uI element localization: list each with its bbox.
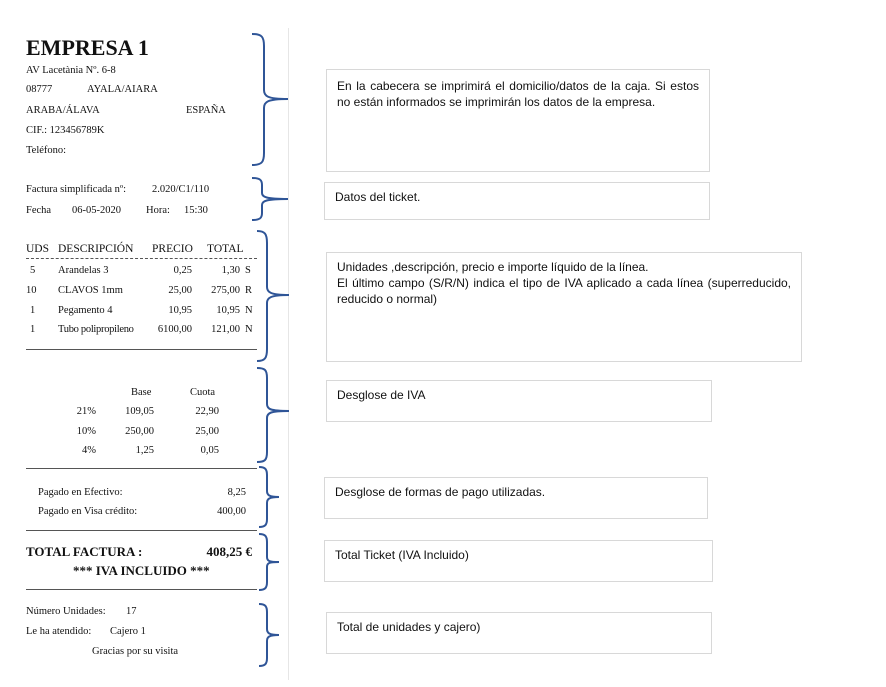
- row-total: 10,95: [216, 305, 240, 316]
- payments-bottom-rule: [26, 530, 257, 531]
- row-uds: 5: [30, 265, 36, 276]
- row-price: 0,25: [173, 265, 192, 276]
- invoice-number: 2.020/C1/110: [152, 184, 210, 195]
- row-uds: 1: [30, 324, 36, 335]
- time-label: Hora:: [146, 205, 170, 216]
- brace-total: [257, 532, 283, 592]
- brace-vat: [255, 366, 295, 464]
- row-total: 121,00: [211, 324, 240, 335]
- row-desc: Tubo polipropileno: [58, 324, 134, 335]
- receipt: [0, 0, 290, 687]
- vat-rate: 21%: [76, 406, 96, 417]
- vat-bottom-rule: [26, 468, 257, 469]
- annotation-payments-text: Desglose de formas de pago utilizadas.: [335, 485, 546, 499]
- brace-header: [250, 32, 294, 167]
- units-value: 17: [126, 606, 137, 617]
- annotation-vat: [326, 380, 712, 422]
- row-vat-type: S: [245, 265, 251, 276]
- vat-quota: 22,90: [195, 406, 219, 417]
- row-vat-type: N: [245, 324, 253, 335]
- vat-quota: 0,05: [200, 445, 219, 456]
- row-desc: Arandelas 3: [58, 265, 109, 276]
- annotation-footer: [326, 612, 712, 654]
- annotation-footer-text: Total de unidades y cajero): [337, 620, 481, 634]
- row-uds: 10: [26, 285, 37, 296]
- annotation-payments: [324, 477, 708, 519]
- row-price: 10,95: [168, 305, 192, 316]
- vat-rate: 4%: [82, 445, 96, 456]
- annotation-total: [324, 540, 713, 582]
- brace-ticket: [250, 176, 294, 222]
- row-vat-type: N: [245, 305, 253, 316]
- annotation-vat-text: Desglose de IVA: [337, 388, 426, 402]
- row-desc: CLAVOS 1mm: [58, 285, 123, 296]
- row-total: 1,30: [221, 265, 240, 276]
- brace-payments: [257, 465, 283, 529]
- brace-lines: [255, 229, 295, 363]
- date-value: 06-05-2020: [72, 205, 121, 216]
- vat-base: 1,25: [135, 445, 154, 456]
- city: AYALA/AIARA: [87, 84, 158, 95]
- time-value: 15:30: [184, 205, 208, 216]
- payment-amount: 400,00: [217, 506, 246, 517]
- vat-quota: 25,00: [195, 426, 219, 437]
- vat-quota-label: Cuota: [190, 387, 216, 398]
- col-header-uds: UDS: [26, 243, 50, 255]
- total-label: TOTAL FACTURA :: [26, 544, 143, 559]
- annotation-ticket-text: Datos del ticket.: [335, 190, 421, 204]
- vat-included-note: *** IVA INCLUIDO ***: [73, 563, 210, 578]
- brace-footer: [257, 602, 283, 668]
- total-bottom-rule: [26, 589, 257, 590]
- invoice-label: Factura simplificada nº:: [26, 184, 127, 195]
- row-uds: 1: [30, 305, 36, 316]
- annotation-lines-text-1: Unidades ,descripción, precio e importe líquido de la línea.: [337, 260, 649, 274]
- province: ARABA/ÁLAVA: [26, 105, 100, 116]
- header-dashed-rule: [26, 258, 257, 259]
- row-vat-type: R: [245, 285, 253, 296]
- payment-amount: 8,25: [227, 487, 246, 498]
- annotation-lines: [326, 252, 802, 362]
- row-price: 25,00: [168, 285, 192, 296]
- annotation-total-text: Total Ticket (IVA Incluido): [335, 548, 469, 562]
- country: ESPAÑA: [186, 105, 226, 116]
- cashier-label: Le ha atendido:: [26, 626, 92, 637]
- vat-rate: 10%: [76, 426, 96, 437]
- payment-label: Pagado en Efectivo:: [38, 487, 123, 498]
- vat-base-label: Base: [131, 387, 152, 398]
- company-name: EMPRESA 1: [26, 35, 149, 60]
- total-amount: 408,25 €: [206, 544, 252, 559]
- vat-base: 109,05: [125, 406, 154, 417]
- address: AV Lacetània Nº. 6-8: [26, 65, 116, 76]
- postal-code: 08777: [26, 84, 53, 95]
- col-header-total: TOTAL: [207, 243, 244, 255]
- vat-base: 250,00: [125, 426, 154, 437]
- row-total: 275,00: [211, 285, 240, 296]
- date-label: Fecha: [26, 205, 52, 216]
- annotation-header-text: En la cabecera se imprimirá el domicilio/datos de la caja. Si estos no están informados se imprimirán los datos de la empresa.: [337, 79, 699, 109]
- thanks-message: Gracias por su visita: [92, 646, 179, 657]
- cashier-value: Cajero 1: [110, 626, 146, 637]
- phone: Teléfono:: [26, 145, 67, 156]
- row-price: 6100,00: [157, 324, 192, 335]
- units-label: Número Unidades:: [26, 606, 106, 617]
- lines-bottom-rule: [26, 349, 257, 350]
- col-header-price: PRECIO: [152, 243, 193, 255]
- annotation-ticket: [324, 182, 710, 220]
- col-header-desc: DESCRIPCIÓN: [58, 243, 134, 255]
- cif: CIF.: 123456789K: [26, 125, 105, 136]
- annotation-header: [326, 69, 710, 172]
- payment-label: Pagado en Visa crédito:: [38, 506, 138, 517]
- row-desc: Pegamento 4: [58, 305, 113, 316]
- annotation-lines-text-2: El último campo (S/R/N) indica el tipo de IVA aplicado a cada línea (superreducido, reducido o normal): [337, 276, 791, 306]
